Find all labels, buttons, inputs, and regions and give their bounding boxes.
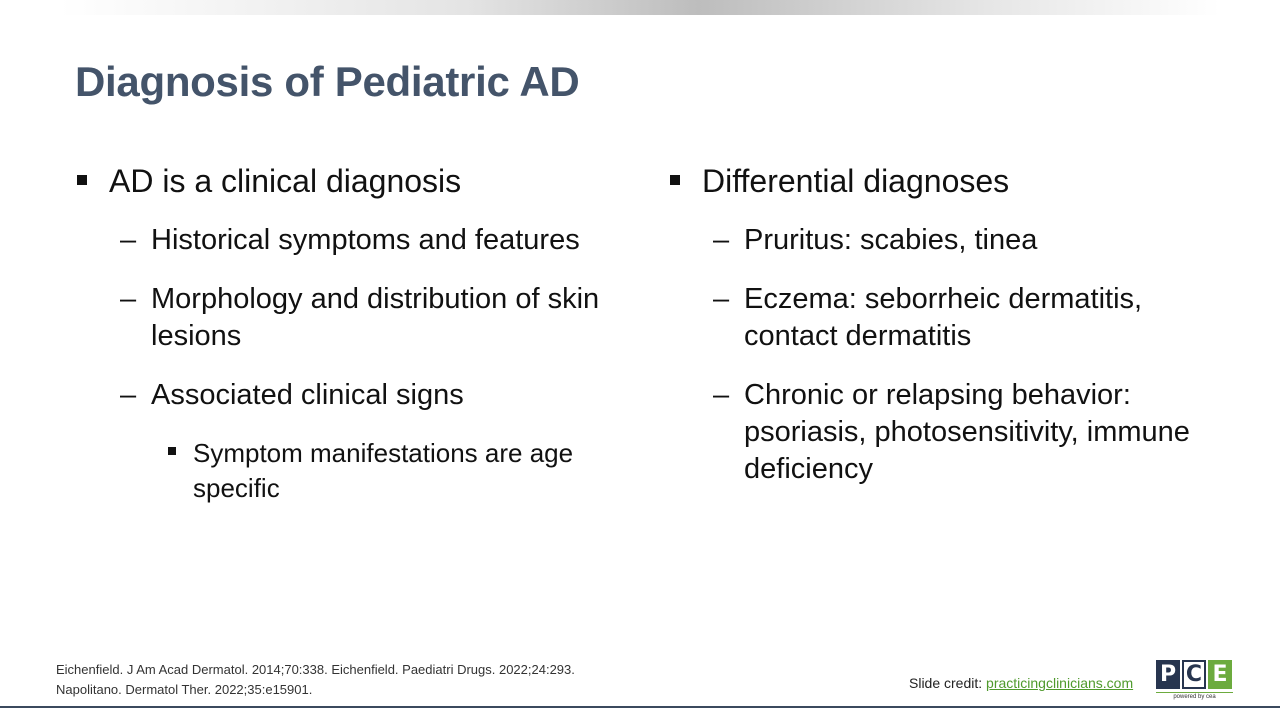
top-gradient-bar: [60, 0, 1220, 15]
reference-line: Napolitano. Dermatol Ther. 2022;35:e15901.: [56, 682, 313, 697]
slide-credit: [909, 675, 1133, 691]
bullet-level1: [75, 162, 615, 200]
logo-letter-e: E: [1208, 660, 1232, 689]
bottom-divider: [0, 706, 1280, 708]
right-bullet-list: [668, 162, 1208, 510]
square-bullet-icon: [168, 447, 176, 455]
logo-letters: [1156, 660, 1233, 689]
bullet-level2: [120, 222, 615, 259]
credit-link[interactable]: practicingclinicians.com: [986, 675, 1134, 691]
dash-bullet-icon: –: [120, 283, 137, 315]
dash-bullet-icon: –: [713, 379, 730, 411]
dash-bullet-icon: –: [120, 224, 137, 256]
bullet-text: Chronic or relapsing behavior: psoriasis, photosensitivity, immune deficiency: [744, 379, 1190, 485]
dash-bullet-icon: –: [120, 379, 137, 411]
bullet-level2: [713, 222, 1208, 259]
bullet-text: AD is a clinical diagnosis: [109, 163, 462, 199]
bullet-text: Eczema: seborrheic dermatitis, contact dermatitis: [744, 283, 1143, 352]
pce-logo: [1156, 660, 1233, 700]
bullet-text: Historical symptoms and features: [151, 224, 580, 256]
bullet-level2: [120, 377, 615, 414]
bullet-level2: [713, 281, 1208, 355]
credit-label: Slide credit:: [909, 675, 983, 691]
bullet-text: Differential diagnoses: [702, 163, 1010, 199]
dash-bullet-icon: –: [713, 224, 730, 256]
logo-letter-p: P: [1156, 660, 1180, 689]
dash-bullet-icon: –: [713, 283, 730, 315]
square-bullet-icon: [670, 175, 680, 185]
bullet-level3: [165, 436, 615, 506]
logo-letter-c: C: [1182, 660, 1206, 689]
square-bullet-icon: [77, 175, 87, 185]
bullet-text: Associated clinical signs: [151, 379, 464, 411]
bullet-text: Symptom manifestations are age specific: [193, 438, 574, 503]
bullet-level2: [713, 377, 1208, 488]
bullet-level1: [668, 162, 1208, 200]
reference-line: Eichenfield. J Am Acad Dermatol. 2014;70:338. Eichenfield. Paediatri Drugs. 2022;24:293.: [56, 662, 575, 677]
logo-tagline: powered by cea: [1156, 692, 1233, 700]
bullet-text: Pruritus: scabies, tinea: [744, 224, 1038, 256]
references: [56, 660, 575, 700]
bullet-text: Morphology and distribution of skin lesions: [151, 283, 600, 352]
bullet-level2: [120, 281, 615, 355]
slide-title: Diagnosis of Pediatric AD: [75, 58, 580, 105]
left-bullet-list: [75, 162, 615, 522]
